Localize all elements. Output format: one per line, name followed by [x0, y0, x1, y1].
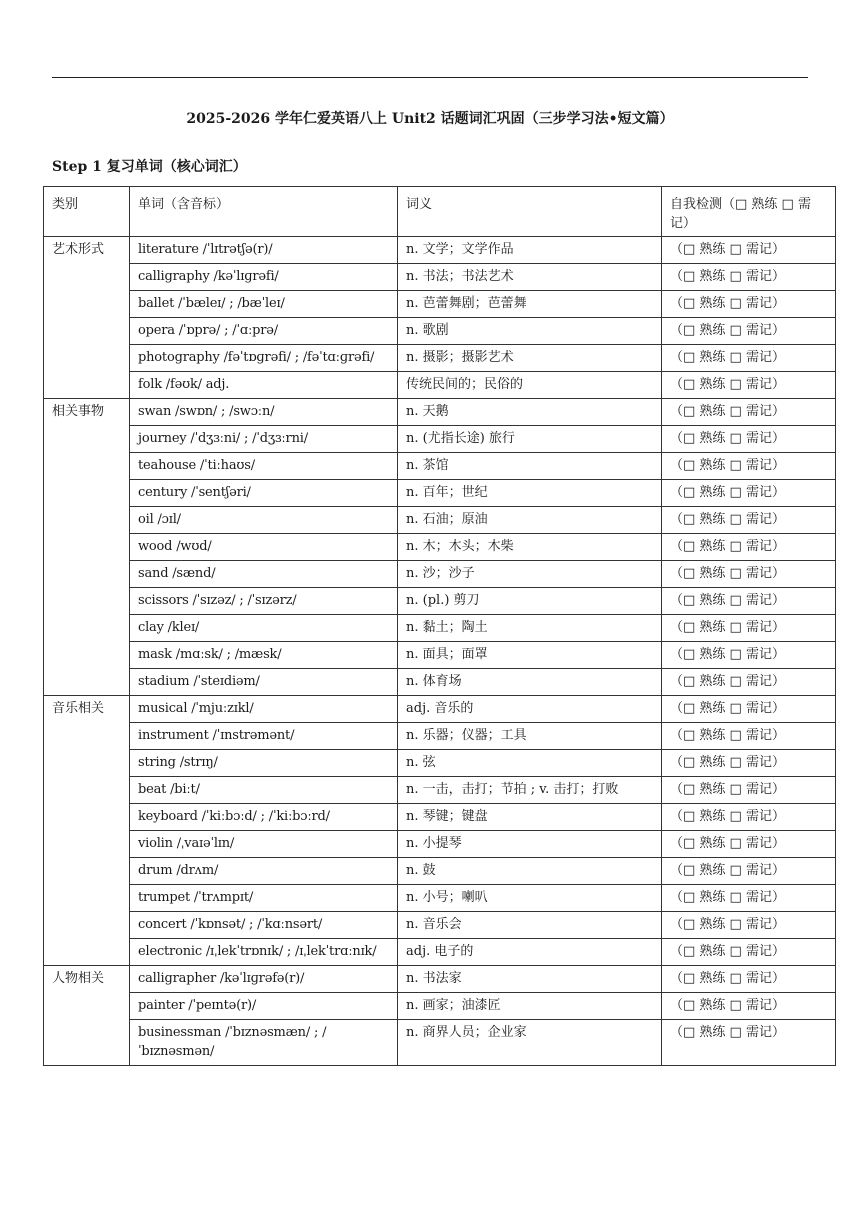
- table-row: [44, 264, 836, 291]
- table-row: [44, 993, 836, 1020]
- self-check-cell: （□ 熟练 □ 需记）: [662, 696, 836, 723]
- self-check-cell: （□ 熟练 □ 需记）: [662, 318, 836, 345]
- self-check-cell: （□ 熟练 □ 需记）: [662, 561, 836, 588]
- self-check-cell: （□ 熟练 □ 需记）: [662, 831, 836, 858]
- header-word: 单词（含音标）: [130, 187, 398, 237]
- table-row: [44, 804, 836, 831]
- meaning-cell: n. 小提琴: [398, 831, 662, 858]
- word-cell: clay /kleɪ/: [130, 615, 398, 642]
- self-check-cell: （□ 熟练 □ 需记）: [662, 291, 836, 318]
- self-check-cell: （□ 熟练 □ 需记）: [662, 372, 836, 399]
- word-cell: folk /fəʊk/ adj.: [130, 372, 398, 399]
- meaning-cell: n. 体育场: [398, 669, 662, 696]
- meaning-cell: n. 天鹅: [398, 399, 662, 426]
- word-cell: calligraphy /kəˈlɪɡrəfi/: [130, 264, 398, 291]
- meaning-cell: adj. 电子的: [398, 939, 662, 966]
- self-check-cell: （□ 熟练 □ 需记）: [662, 993, 836, 1020]
- self-check-cell: （□ 熟练 □ 需记）: [662, 750, 836, 777]
- word-cell: scissors /ˈsɪzəz/ ; /ˈsɪzərz/: [130, 588, 398, 615]
- meaning-cell: n. 摄影；摄影艺术: [398, 345, 662, 372]
- word-cell: trumpet /ˈtrʌmpɪt/: [130, 885, 398, 912]
- table-row: [44, 318, 836, 345]
- word-cell: ballet /ˈbæleɪ/ ; /bæˈleɪ/: [130, 291, 398, 318]
- meaning-cell: n. 文学；文学作品: [398, 237, 662, 264]
- self-check-cell: （□ 熟练 □ 需记）: [662, 264, 836, 291]
- table-row: [44, 615, 836, 642]
- self-check-cell: （□ 熟练 □ 需记）: [662, 345, 836, 372]
- word-cell: mask /mɑːsk/ ; /mæsk/: [130, 642, 398, 669]
- self-check-cell: （□ 熟练 □ 需记）: [662, 723, 836, 750]
- table-row: [44, 669, 836, 696]
- self-check-cell: （□ 熟练 □ 需记）: [662, 453, 836, 480]
- meaning-cell: n. 黏土；陶土: [398, 615, 662, 642]
- category-cell: 艺术形式: [44, 237, 130, 399]
- category-cell: 相关事物: [44, 399, 130, 696]
- self-check-cell: （□ 熟练 □ 需记）: [662, 777, 836, 804]
- word-cell: beat /biːt/: [130, 777, 398, 804]
- table-row: [44, 1020, 836, 1066]
- word-cell: opera /ˈɒprə/ ; /ˈɑːprə/: [130, 318, 398, 345]
- self-check-cell: （□ 熟练 □ 需记）: [662, 588, 836, 615]
- word-cell: businessman /ˈbɪznəsmæn/ ; /ˈbɪznəsmən/: [130, 1020, 398, 1066]
- word-cell: swan /swɒn/ ; /swɔːn/: [130, 399, 398, 426]
- word-cell: drum /drʌm/: [130, 858, 398, 885]
- self-check-cell: （□ 熟练 □ 需记）: [662, 642, 836, 669]
- self-check-cell: （□ 熟练 □ 需记）: [662, 480, 836, 507]
- table-row: [44, 372, 836, 399]
- table-row: [44, 480, 836, 507]
- meaning-cell: n. 小号；喇叭: [398, 885, 662, 912]
- table-row: [44, 642, 836, 669]
- word-cell: photography /fəˈtɒɡrəfi/ ; /fəˈtɑːɡrəfi/: [130, 345, 398, 372]
- meaning-cell: n. 百年；世纪: [398, 480, 662, 507]
- table-row: [44, 399, 836, 426]
- table-row: [44, 426, 836, 453]
- meaning-cell: n. 一击，击打；节拍 ; v. 击打；打败: [398, 777, 662, 804]
- meaning-cell: n. 弦: [398, 750, 662, 777]
- meaning-cell: n. 画家；油漆匠: [398, 993, 662, 1020]
- self-check-cell: （□ 熟练 □ 需记）: [662, 237, 836, 264]
- meaning-cell: n. (尤指长途) 旅行: [398, 426, 662, 453]
- self-check-cell: （□ 熟练 □ 需记）: [662, 804, 836, 831]
- self-check-cell: （□ 熟练 □ 需记）: [662, 615, 836, 642]
- word-cell: teahouse /ˈtiːhaʊs/: [130, 453, 398, 480]
- word-cell: string /strɪŋ/: [130, 750, 398, 777]
- table-row: [44, 507, 836, 534]
- meaning-cell: n. 茶馆: [398, 453, 662, 480]
- header-self-check: 自我检测（□ 熟练 □ 需记）: [662, 187, 836, 237]
- word-cell: sand /sænd/: [130, 561, 398, 588]
- table-row: [44, 291, 836, 318]
- table-header-row: [44, 187, 836, 237]
- word-cell: stadium /ˈsteɪdiəm/: [130, 669, 398, 696]
- word-cell: musical /ˈmjuːzɪkl/: [130, 696, 398, 723]
- meaning-cell: n. 音乐会: [398, 912, 662, 939]
- table-row: [44, 777, 836, 804]
- word-cell: literature /ˈlɪtrətʃə(r)/: [130, 237, 398, 264]
- word-cell: journey /ˈdʒɜːni/ ; /ˈdʒɜːrni/: [130, 426, 398, 453]
- table-row: [44, 939, 836, 966]
- self-check-cell: （□ 熟练 □ 需记）: [662, 399, 836, 426]
- table-row: [44, 534, 836, 561]
- step-1-heading: Step 1 复习单词（核心词汇）: [52, 159, 247, 175]
- document-title: 2025-2026 学年仁爱英语八上 Unit2 话题词汇巩固（三步学习法•短文篇）: [186, 111, 674, 127]
- self-check-cell: （□ 熟练 □ 需记）: [662, 426, 836, 453]
- word-cell: painter /ˈpeɪntə(r)/: [130, 993, 398, 1020]
- word-cell: concert /ˈkɒnsət/ ; /ˈkɑːnsərt/: [130, 912, 398, 939]
- meaning-cell: n. 芭蕾舞剧；芭蕾舞: [398, 291, 662, 318]
- word-cell: oil /ɔɪl/: [130, 507, 398, 534]
- meaning-cell: n. 琴键；键盘: [398, 804, 662, 831]
- word-cell: calligrapher /kəˈlɪɡrəfə(r)/: [130, 966, 398, 993]
- table-row: [44, 561, 836, 588]
- table-row: [44, 885, 836, 912]
- table-row: [44, 345, 836, 372]
- table-row: [44, 912, 836, 939]
- word-cell: violin /ˌvaɪəˈlɪn/: [130, 831, 398, 858]
- word-cell: wood /wʊd/: [130, 534, 398, 561]
- category-cell: 人物相关: [44, 966, 130, 1066]
- meaning-cell: n. 商界人员；企业家: [398, 1020, 662, 1066]
- word-cell: century /ˈsentʃəri/: [130, 480, 398, 507]
- meaning-cell: n. (pl.) 剪刀: [398, 588, 662, 615]
- meaning-cell: n. 木；木头；木柴: [398, 534, 662, 561]
- self-check-cell: （□ 熟练 □ 需记）: [662, 939, 836, 966]
- self-check-cell: （□ 熟练 □ 需记）: [662, 1020, 836, 1066]
- self-check-cell: （□ 熟练 □ 需记）: [662, 507, 836, 534]
- self-check-cell: （□ 熟练 □ 需记）: [662, 912, 836, 939]
- self-check-cell: （□ 熟练 □ 需记）: [662, 885, 836, 912]
- table-row: [44, 831, 836, 858]
- self-check-cell: （□ 熟练 □ 需记）: [662, 966, 836, 993]
- meaning-cell: adj. 音乐的: [398, 696, 662, 723]
- self-check-cell: （□ 熟练 □ 需记）: [662, 858, 836, 885]
- table-row: [44, 966, 836, 993]
- header-meaning: 词义: [398, 187, 662, 237]
- word-cell: instrument /ˈɪnstrəmənt/: [130, 723, 398, 750]
- word-cell: electronic /ɪˌlekˈtrɒnɪk/ ; /ɪˌlekˈtrɑːnɪk/: [130, 939, 398, 966]
- meaning-cell: 传统民间的；民俗的: [398, 372, 662, 399]
- table-row: [44, 588, 836, 615]
- meaning-cell: n. 鼓: [398, 858, 662, 885]
- meaning-cell: n. 石油；原油: [398, 507, 662, 534]
- meaning-cell: n. 书法家: [398, 966, 662, 993]
- meaning-cell: n. 沙；沙子: [398, 561, 662, 588]
- table-row: [44, 237, 836, 264]
- word-cell: keyboard /ˈkiːbɔːd/ ; /ˈkiːbɔːrd/: [130, 804, 398, 831]
- meaning-cell: n. 面具；面罩: [398, 642, 662, 669]
- vocabulary-table: [43, 186, 836, 1066]
- table-row: [44, 696, 836, 723]
- header-category: 类别: [44, 187, 130, 237]
- table-row: [44, 858, 836, 885]
- header-rule: [52, 77, 808, 78]
- self-check-cell: （□ 熟练 □ 需记）: [662, 669, 836, 696]
- vocabulary-table-body: [44, 237, 836, 1066]
- meaning-cell: n. 书法；书法艺术: [398, 264, 662, 291]
- table-row: [44, 453, 836, 480]
- meaning-cell: n. 歌剧: [398, 318, 662, 345]
- meaning-cell: n. 乐器；仪器；工具: [398, 723, 662, 750]
- table-row: [44, 723, 836, 750]
- table-row: [44, 750, 836, 777]
- category-cell: 音乐相关: [44, 696, 130, 966]
- self-check-cell: （□ 熟练 □ 需记）: [662, 534, 836, 561]
